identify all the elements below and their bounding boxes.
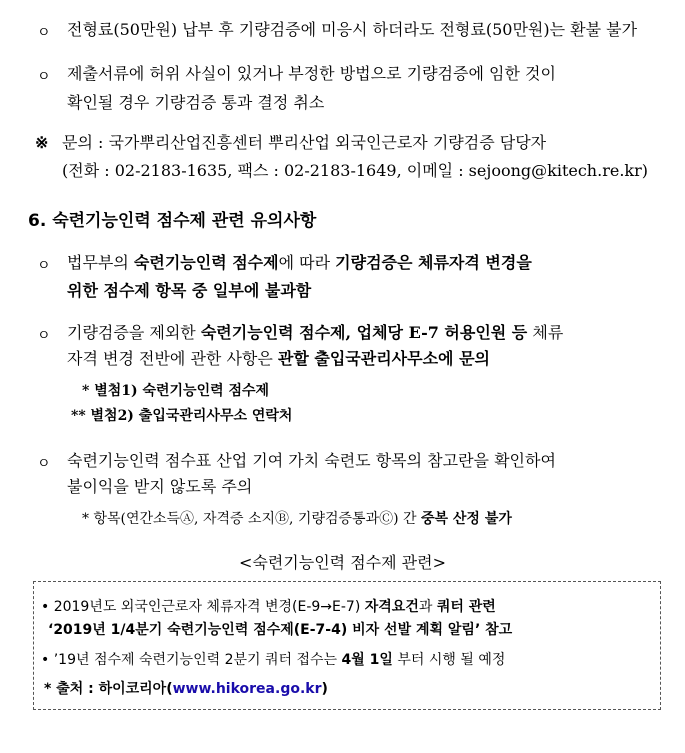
text: 법무부의 xyxy=(67,253,134,272)
attachment-note-1: * 별첨1) 숙련기능인력 점수제 xyxy=(82,383,270,399)
bullet: ㅇ xyxy=(37,456,51,472)
bullet: ㅇ xyxy=(37,258,51,274)
text: 과 xyxy=(418,599,437,615)
box-row-2: ‘2019년 1/4분기 숙련기능인력 점수제(E-7-4) 비자 선발 계획 알림’ 참고 xyxy=(48,622,513,638)
notice-false-docs-line1: 제출서류에 허위 사실이 있거나 부정한 방법으로 기량검증에 임한 것이 xyxy=(67,64,556,83)
item5-line1: 숙련기능인력 점수표 산업 기여 가치 숙련도 항목의 참고란을 확인하여 xyxy=(67,451,556,470)
text: ) xyxy=(321,681,328,697)
item4-line2 xyxy=(67,348,490,370)
attachment-note-2: ** 별첨2) 출입국관리사무소 연락처 xyxy=(71,408,293,424)
text: • ’19년 점수제 숙련기능인력 2분기 쿼터 접수는 xyxy=(41,652,342,668)
emphasis-text: 중복 산정 불가 xyxy=(420,511,512,527)
duplicate-note xyxy=(82,508,512,530)
text: • 2019년도 외국인근로자 체류자격 변경(E-9→E-7) xyxy=(41,599,365,615)
section-heading: 6. 숙련기능인력 점수제 관련 유의사항 xyxy=(28,211,317,231)
notice-false-docs-line2: 확인될 경우 기량검증 통과 결정 취소 xyxy=(67,93,325,112)
box-title: <숙련기능인력 점수제 관련> xyxy=(238,553,446,572)
item3-line2: 위한 점수제 항목 중 일부에 불과함 xyxy=(67,281,312,300)
text: 에 따라 xyxy=(278,253,336,272)
item5-line2: 불이익을 받지 않도록 주의 xyxy=(67,477,253,496)
text: 자격 변경 전반에 관한 사항은 xyxy=(67,349,278,368)
item4-line1 xyxy=(67,322,563,344)
text: 체류 xyxy=(527,323,564,342)
bullet: ㅇ xyxy=(37,328,51,344)
text: * 항목(연간소득Ⓐ, 자격증 소지Ⓑ, 기량검증통과Ⓒ) 간 xyxy=(82,511,421,527)
emphasis-text: 숙련기능인력 점수제, 업체당 E-7 허용인원 등 xyxy=(200,323,528,342)
source-label: * 출처 : 하이코리아( xyxy=(44,681,173,697)
item3-line1 xyxy=(67,252,532,274)
contact-line1: 문의 : 국가뿌리산업진흥센터 뿌리산업 외국인근로자 기량검증 담당자 xyxy=(62,133,547,152)
emphasis-text: 관할 출입국관리사무소에 문의 xyxy=(277,349,490,368)
emphasis-text: 자격요건 xyxy=(364,599,419,615)
emphasis-text: 4월 1일 xyxy=(341,652,393,668)
bullet: ㅇ xyxy=(37,69,51,85)
contact-line2: (전화 : 02-2183-1635, 팩스 : 02-2183-1649, 이메일 : sejoong@kitech.re.kr) xyxy=(62,161,648,180)
info-box xyxy=(33,581,661,710)
emphasis-text: 숙련기능인력 점수제 xyxy=(133,253,279,272)
emphasis-text: 기량검증은 체류자격 변경을 xyxy=(335,253,532,272)
hikorea-link[interactable]: www.hikorea.go.kr xyxy=(172,681,322,697)
box-row-4 xyxy=(44,678,328,698)
bullet: ㅇ xyxy=(37,25,51,41)
text: 부터 시행 될 예정 xyxy=(392,652,506,668)
box-row-3 xyxy=(41,649,505,669)
notice-refund-text: 전형료(50만원) 납부 후 기량검증에 미응시 하더라도 전형료(50만원)는 환불 불가 xyxy=(67,20,638,39)
text: 기량검증을 제외한 xyxy=(67,323,201,342)
box-row-1 xyxy=(41,596,496,616)
emphasis-text: 쿼터 관련 xyxy=(436,599,496,615)
reference-mark: ※ xyxy=(35,133,49,152)
